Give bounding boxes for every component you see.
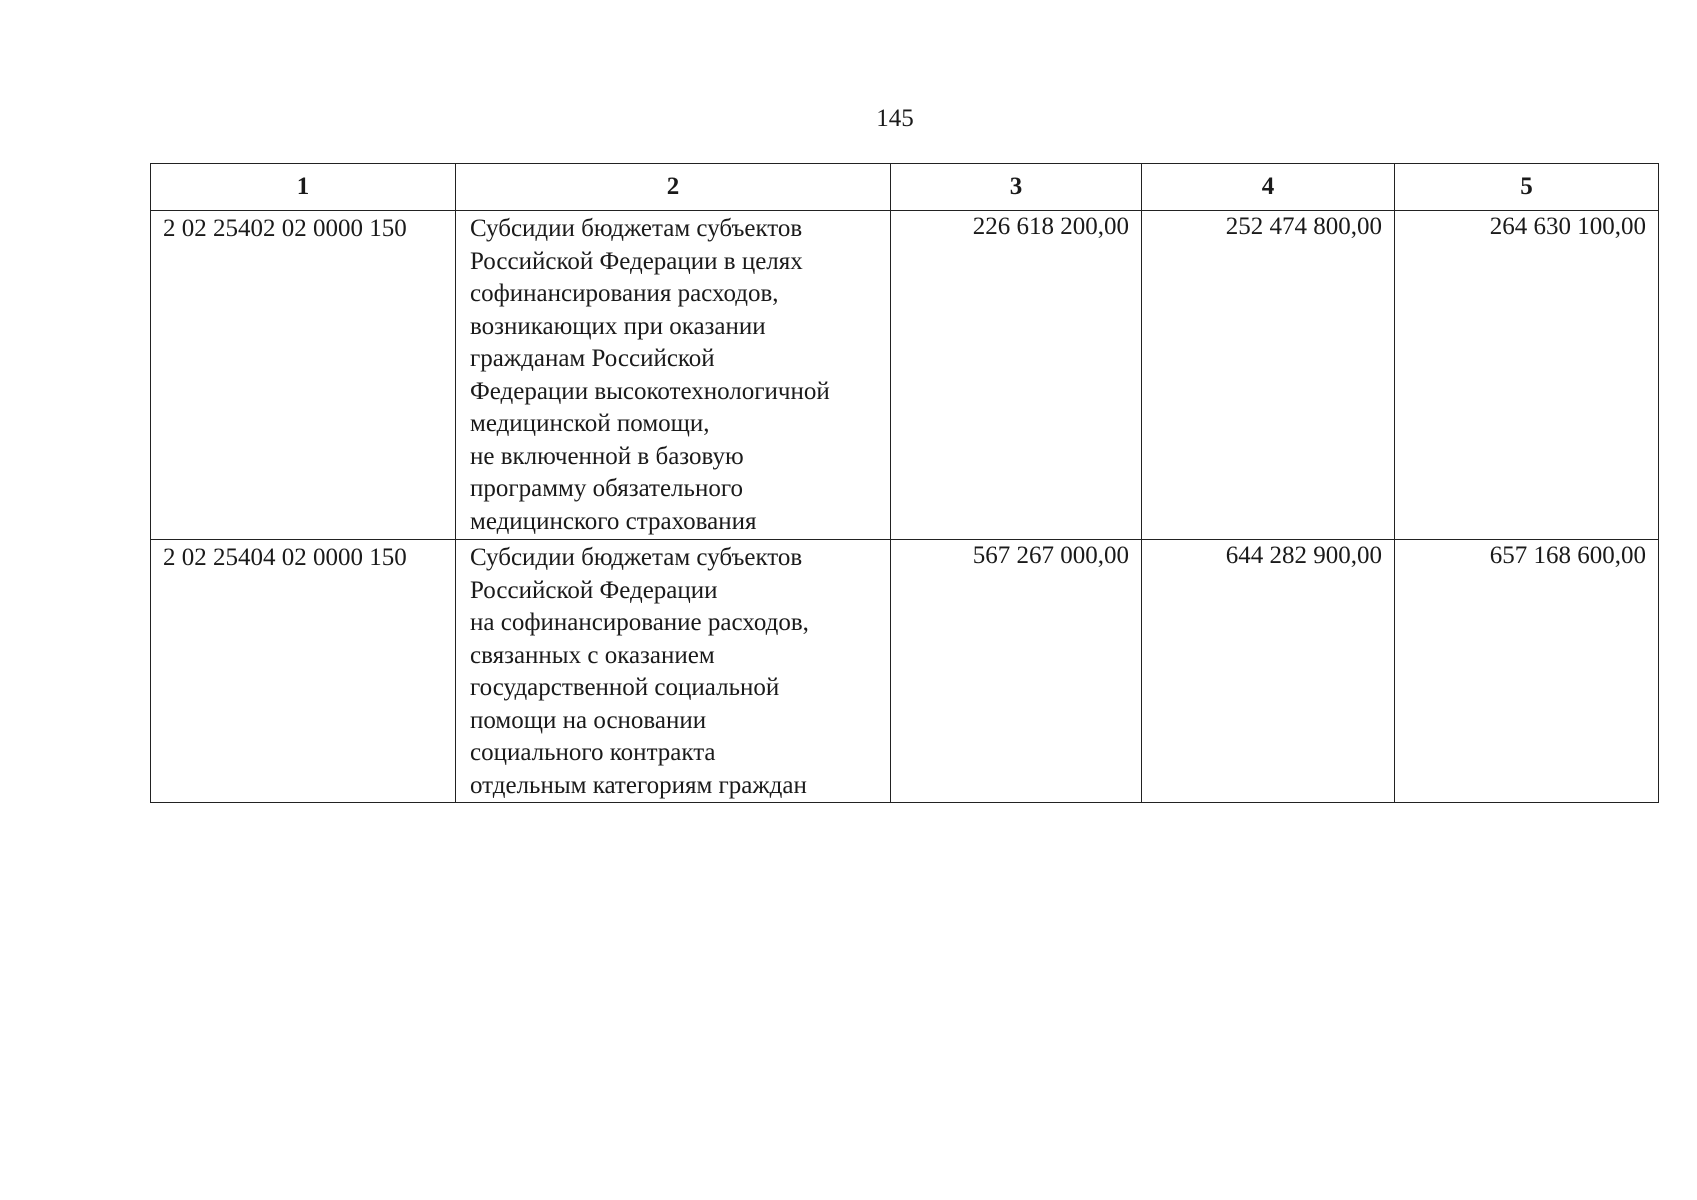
- header-cell-1: 1: [151, 164, 456, 211]
- table-row: [151, 211, 1659, 540]
- table-body: [151, 211, 1659, 803]
- header-cell-2: 2: [456, 164, 891, 211]
- amount-cell-col4: 252 474 800,00: [1142, 211, 1395, 540]
- header-row: [151, 164, 1659, 211]
- description-cell: Субсидии бюджетам субъектов Российской Федерации на софинансирование расходов, связанных с оказанием государственной социальной помощи на основании социального контракта отдельным категориям граждан: [456, 540, 891, 803]
- table-row: [151, 540, 1659, 803]
- budget-table: [150, 163, 1659, 803]
- amount-cell-col5: 264 630 100,00: [1395, 211, 1659, 540]
- table-header: [151, 164, 1659, 211]
- amount-cell-col5: 657 168 600,00: [1395, 540, 1659, 803]
- budget-code-cell: 2 02 25404 02 0000 150: [151, 540, 456, 803]
- amount-cell-col4: 644 282 900,00: [1142, 540, 1395, 803]
- header-cell-4: 4: [1142, 164, 1395, 211]
- amount-cell-col3: 567 267 000,00: [891, 540, 1142, 803]
- description-cell: Субсидии бюджетам субъектов Российской Федерации в целях софинансирования расходов, возникающих при оказании гражданам Российской Федерации высокотехнологичной медицинской помощи, не включенной в базовую программу обязательного медицинского страхования: [456, 211, 891, 540]
- page-number: 145: [876, 105, 914, 132]
- budget-code-cell: 2 02 25402 02 0000 150: [151, 211, 456, 540]
- amount-cell-col3: 226 618 200,00: [891, 211, 1142, 540]
- header-cell-5: 5: [1395, 164, 1659, 211]
- header-cell-3: 3: [891, 164, 1142, 211]
